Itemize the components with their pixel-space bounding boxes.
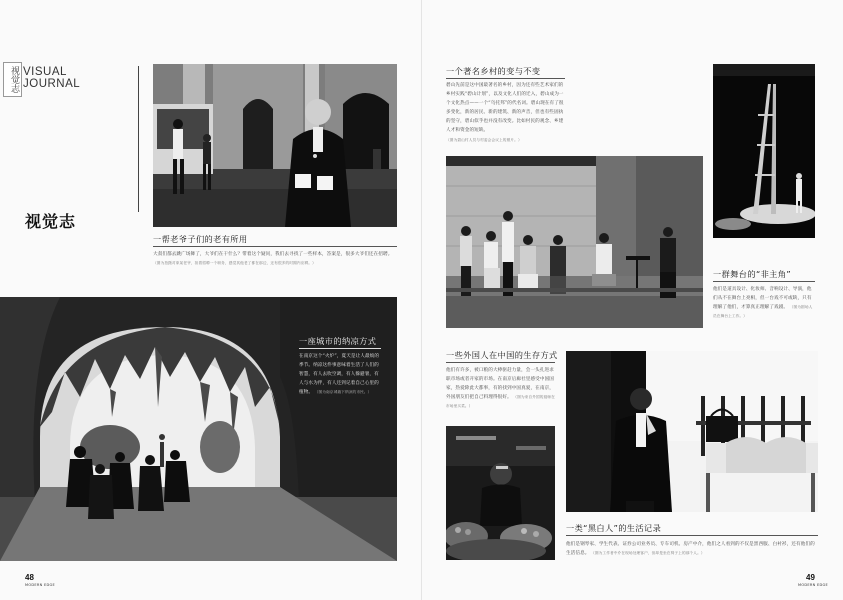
story-note-elders: （图为拍摄对象某老爷，担着招聘一个职务，感觉其他老了都在那边，还有很多的时期内应聘。） xyxy=(153,261,316,266)
page-number-right: 49 xyxy=(806,573,815,582)
story-body-elders xyxy=(153,250,397,268)
story-heading-elders: 一帮老爷子们的老有所用 xyxy=(153,234,248,244)
story-heading-village: 一个著名乡村的变与不变 xyxy=(446,66,541,76)
story-body-city xyxy=(299,352,381,397)
story-note-foreigners: （图为来自外国的厨师在市场里买菜。） xyxy=(446,395,555,409)
photo-black-white-man xyxy=(566,351,818,512)
page-footer-right-label: MODERN EDGE xyxy=(798,583,828,587)
photo-stage-ladder xyxy=(713,64,815,238)
story-heading-city: 一座城市的纳凉方式 xyxy=(299,336,377,346)
story-note-black-white: （图为工作者中介在现场处理客户，但却是坐在椅子上的那个人。） xyxy=(591,551,705,556)
logo-line-2: JOURNAL xyxy=(23,78,81,90)
story-rule-stage xyxy=(713,281,815,282)
story-body-black-white xyxy=(566,540,818,558)
story-note-city: （图为南京城墙下纳凉的市民。） xyxy=(314,390,372,395)
story-text-black-white: 他们是钢琴家、学生代表、证券公司业务员、专车司机、房产中介，他们之人看到的不仅是黑西服、白衬衫，还有他们的生活信息。 xyxy=(566,542,815,557)
story-heading-black-white: 一类“黑白人”的生活记录 xyxy=(566,523,662,533)
story-body-village xyxy=(446,81,565,145)
masthead-divider xyxy=(138,66,139,212)
story-rule-village xyxy=(446,78,565,79)
section-side-tab: 视觉志 xyxy=(3,62,22,97)
story-rule-black-white xyxy=(566,535,818,536)
story-note-stage: （图为剧场人员在舞台上工作。） xyxy=(713,305,813,319)
photo-elderly-doorman xyxy=(153,64,397,227)
logo-line-1: VISUAL xyxy=(23,66,67,78)
page-number-left: 48 xyxy=(25,573,34,582)
photo-foreigner-market xyxy=(446,426,555,560)
story-rule-foreigners xyxy=(446,362,555,363)
story-text-elders: 大叔们都去跳广场舞了，大爷们在干什么？带着这个疑问，我们去寻找了一些样本，答案是，很多大爷们还在招聘。 xyxy=(153,252,393,257)
visual-journal-logo xyxy=(23,66,80,90)
story-body-foreigners xyxy=(446,366,555,411)
story-rule-city xyxy=(299,348,381,349)
story-heading-stage: 一群舞台的“非主角” xyxy=(713,269,791,279)
story-note-village: （图为碧山村人员与村委会会议上的照片。） xyxy=(446,137,522,142)
page-footer-left-label: MODERN EDGE xyxy=(25,583,55,587)
story-text-foreigners: 他们有许多，被口粮的大棒驱赶力量，会一头扎进求职市场或者开家的市场。在南京后廊社里感受中国国家，热爱除此大都事，有的找到中国真爱，在南京，外国朋友们把自己料理得很好。 xyxy=(446,368,554,401)
page-gutter xyxy=(421,0,422,600)
story-rule-elders xyxy=(153,246,397,247)
story-body-stage xyxy=(713,285,815,321)
story-text-city: 在南京这个“火炉”，夏天是让人最烦的季节。纳凉这件事意味着生活了人们的智慧，有人去吹空调，有人躲避暑，有人与水为伴，有人还到记着自己心里的植物。 xyxy=(299,354,380,396)
story-text-village: 碧山先前是这中国最著名的乡村，因为还有些艺术家们的乡村实践“碧山计划”，以及文化人们的迁入，碧山成为一个文化热点——一个“乌托邦”的代名词。碧山现在有了很多变化，新的居民、新的建筑、新的声音，但也有些固执的坚守，碧山似乎也并没有改变。比如村民的观念、乡建人才和资金的短缺。 xyxy=(446,83,564,134)
story-text-stage: 他们是道具设计、化妆师、音响设计、导演，他们从不在舞台上亮相，但一台戏不可或缺，只有理解了他们，才算真正理解了戏剧。 xyxy=(713,287,812,311)
section-title: 视觉志 xyxy=(25,212,77,231)
story-heading-foreigners: 一些外国人在中国的生存方式 xyxy=(446,350,558,360)
photo-village-group xyxy=(446,156,703,328)
